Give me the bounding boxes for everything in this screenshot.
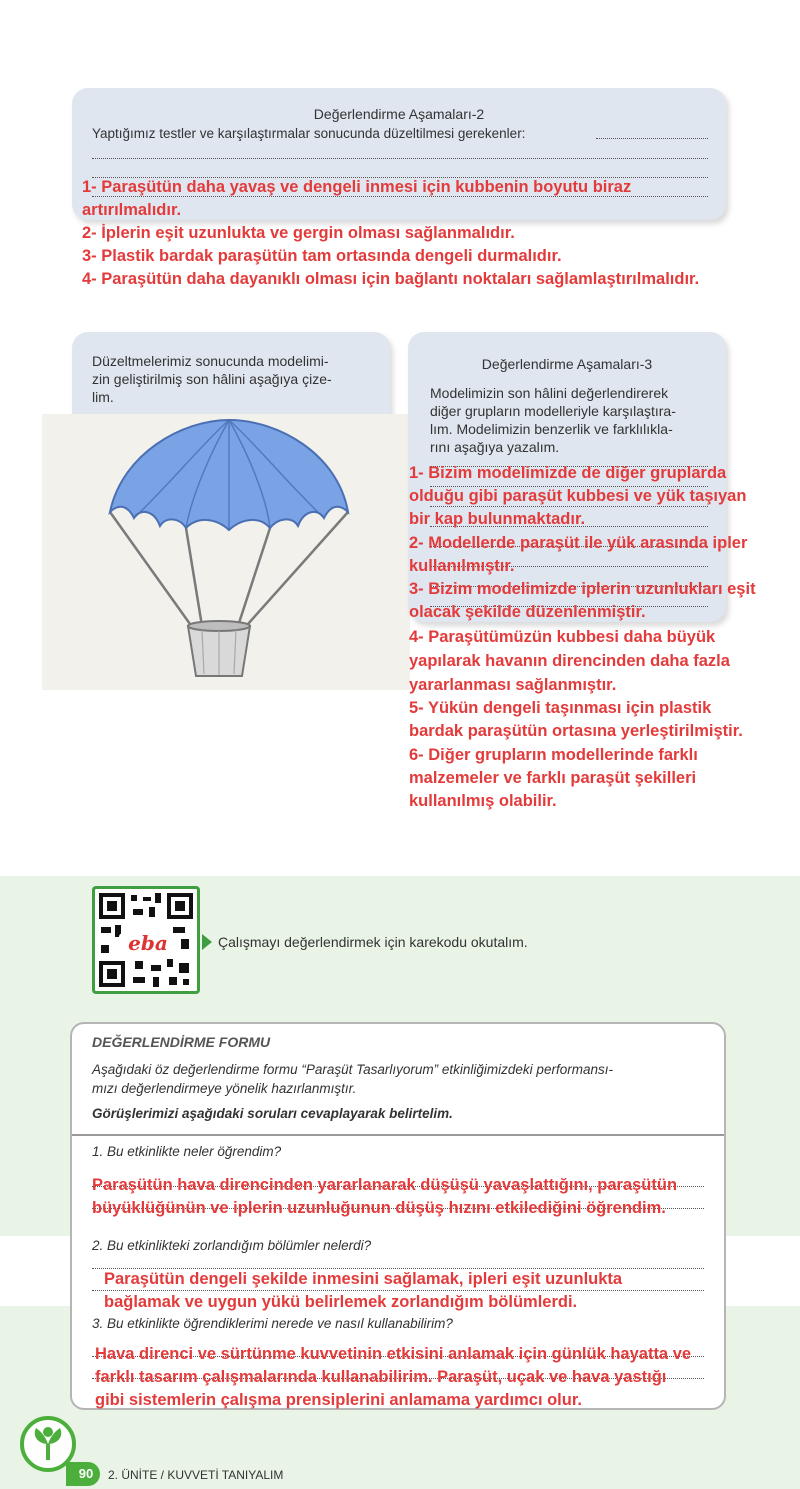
parachute-drawing <box>42 414 410 690</box>
drawing-instruction-line: Düzeltmelerimiz sonucunda modelimi- <box>92 353 329 369</box>
form-answer-2: Paraşütün dengeli şekilde inmesini sağlamak, ipleri eşit uzunlukta <box>104 1270 623 1288</box>
form-answer-1: Paraşütün hava direncinden yararlanarak düşüşü yavaşlattığını, paraşütün <box>92 1176 678 1194</box>
answer-line: 4- Paraşütümüzün kubbesi daha büyük <box>409 628 716 646</box>
qr-code[interactable] <box>92 886 200 994</box>
tree-icon <box>24 1420 72 1468</box>
evaluation-text-3: lım. Modelimizin benzerlik ve farklılıkla- <box>430 421 673 437</box>
eba-logo: eba <box>128 931 168 955</box>
form-heading: DEĞERLENDİRME FORMU <box>92 1034 271 1050</box>
answer-line: 5- Yükün dengeli taşınması için plastik <box>409 699 712 717</box>
evaluation-text-3: rını aşağıya yazalım. <box>430 439 560 455</box>
answer-line: 1- Bizim modelimizde de diğer gruplarda <box>409 464 727 482</box>
answer-line: 3- Plastik bardak paraşütün tam ortasında dengeli durmalıdır. <box>82 247 562 265</box>
qr-caption: Çalışmayı değerlendirmek için karekodu okutalım. <box>218 934 528 950</box>
footer-unit: 2. ÜNİTE / KUVVETİ TANIYALIM <box>108 1468 284 1482</box>
answer-line: yapılarak havanın direncinden daha fazla <box>409 652 730 670</box>
answer-line: olacak şekilde düzenlenmiştir. <box>409 603 646 621</box>
drawing-instruction-line: lim. <box>92 389 114 405</box>
form-question-2: 2. Bu etkinlikteki zorlandığım bölümler nelerdi? <box>92 1238 372 1253</box>
form-instruction: Görüşlerimizi aşağıdaki soruları cevaplayarak belirtelim. <box>92 1106 453 1121</box>
answer-line: 1- Paraşütün daha yavaş ve dengeli inmesi için kubbenin boyutu biraz <box>82 178 632 196</box>
answer-line: 2- İplerin eşit uzunlukta ve gergin olması sağlanmalıdır. <box>82 224 515 242</box>
qr-pointer <box>202 934 212 950</box>
answer-line: 3- Bizim modelimizde iplerin uzunlukları eşit <box>409 580 756 598</box>
answer-line: 2- Modellerde paraşüt ile yük arasında ipler <box>409 534 748 552</box>
form-answer-3: gibi sistemlerin çalışma prensiplerini anlamama yardımcı olur. <box>95 1391 582 1409</box>
form-question-3: 3. Bu etkinlikte öğrendiklerimi nerede ve nasıl kullanabilirim? <box>92 1316 453 1331</box>
answer-line: malzemeler ve farklı paraşüt şekilleri <box>409 769 697 787</box>
dotted-line <box>92 158 708 159</box>
form-question-1: 1. Bu etkinlikte neler öğrendim? <box>92 1144 282 1159</box>
answer-line: kullanılmış olabilir. <box>409 792 557 810</box>
form-answer-3: Hava direnci ve sürtünme kuvvetinin etkisini anlamak için günlük hayatta ve <box>95 1345 692 1363</box>
evaluation-text-3: Modelimizin son hâlini değerlendirerek <box>430 385 669 401</box>
form-answer-2: bağlamak ve uygun yükü belirlemek zorlandığım bölümlerdi. <box>104 1293 578 1311</box>
form-answer-1: büyüklüğünün ve iplerin uzunluğunun düşüş hızını etkilediğini öğrendim. <box>92 1199 666 1217</box>
page-number: 90 <box>78 1466 94 1481</box>
evaluation-title-2: Değerlendirme Aşamaları-2 <box>313 106 485 122</box>
answer-line: bardak paraşütün ortasına yerleştirilmiştir. <box>409 722 743 740</box>
form-answer-3: farklı tasarım çalışmalarında kullanabilirim. Paraşüt, uçak ve hava yastığı <box>95 1368 667 1386</box>
form-intro-line: Aşağıdaki öz değerlendirme formu “Paraşüt Tasarlıyorum” etkinliğimizdeki performansı- <box>92 1062 613 1077</box>
answer-line: yararlanması sağlanmıştır. <box>409 676 617 694</box>
answer-line: 4- Paraşütün daha dayanıklı olması için bağlantı noktaları sağlamlaştırılmalıdır. <box>82 270 700 288</box>
drawing-instruction-line: zin geliştirilmiş son hâlini aşağıya çize- <box>92 371 332 387</box>
answer-line: 6- Diğer grupların modellerinde farklı <box>409 746 698 764</box>
answer-line: artırılmalıdır. <box>82 201 182 219</box>
page-number-badge <box>66 1462 100 1486</box>
answer-line: bir kap bulunmaktadır. <box>409 510 586 528</box>
evaluation-title-3: Değerlendirme Aşamaları-3 <box>481 356 653 372</box>
form-intro-line: mızı değerlendirmeye yönelik hazırlanmıştır. <box>92 1081 357 1096</box>
answer-line: olduğu gibi paraşüt kubbesi ve yük taşıyan <box>409 487 747 505</box>
evaluation-prompt-2: Yaptığımız testler ve karşılaştırmalar sonucunda düzeltilmesi gerekenler: <box>92 126 526 141</box>
parachute-illustration <box>42 414 410 690</box>
answer-line: kullanılmıştır. <box>409 557 515 575</box>
dotted-line <box>596 138 708 139</box>
form-divider <box>72 1134 724 1136</box>
evaluation-text-3: diğer grupların modelleriyle karşılaştıra- <box>430 403 676 419</box>
